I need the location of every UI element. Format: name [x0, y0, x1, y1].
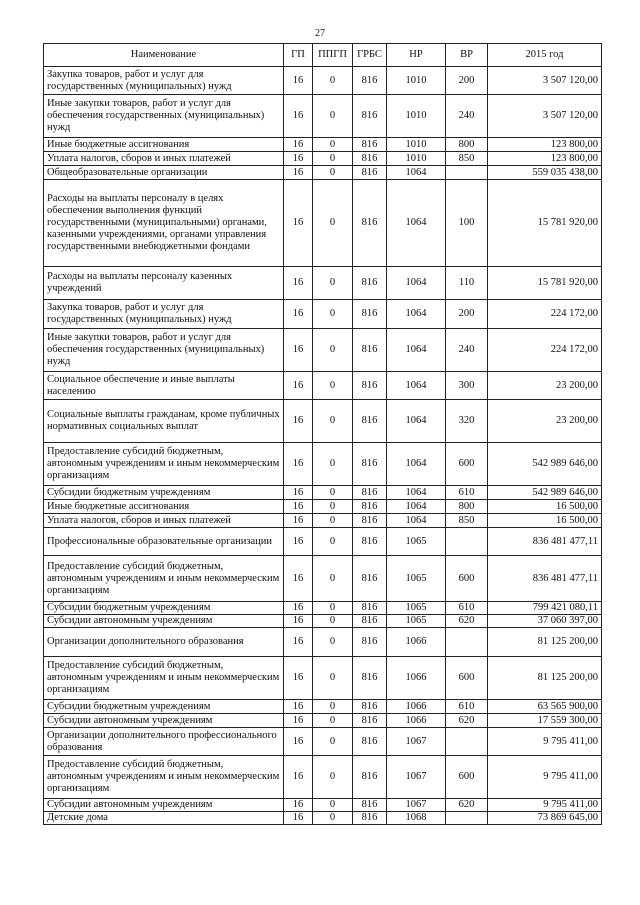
row-nr-cell: 1064 [387, 514, 446, 528]
row-vr-cell: 200 [446, 67, 488, 95]
row-gp-cell: 16 [284, 329, 313, 372]
row-grbs-cell: 816 [353, 714, 387, 728]
row-gp-cell: 16 [284, 628, 313, 657]
row-ppgp-cell: 0 [313, 615, 353, 628]
row-name-cell: Уплата налогов, сборов и иных платежей [44, 514, 284, 528]
row-amount-cell: 559 035 438,00 [488, 166, 602, 180]
row-amount-cell: 81 125 200,00 [488, 657, 602, 700]
row-grbs-cell: 816 [353, 799, 387, 812]
row-nr-cell: 1066 [387, 657, 446, 700]
table-row [44, 138, 602, 152]
row-nr-cell: 1065 [387, 528, 446, 556]
row-vr-cell: 600 [446, 756, 488, 799]
row-ppgp-cell: 0 [313, 514, 353, 528]
row-grbs-cell: 816 [353, 556, 387, 602]
row-vr-cell: 320 [446, 400, 488, 443]
row-amount-cell: 17 559 300,00 [488, 714, 602, 728]
row-name-cell: Иные бюджетные ассигнования [44, 138, 284, 152]
row-nr-cell: 1010 [387, 67, 446, 95]
row-vr-cell [446, 166, 488, 180]
row-grbs-cell: 816 [353, 728, 387, 756]
row-amount-cell: 123 800,00 [488, 138, 602, 152]
table-row [44, 799, 602, 812]
row-gp-cell: 16 [284, 400, 313, 443]
row-grbs-cell: 816 [353, 95, 387, 138]
row-gp-cell: 16 [284, 728, 313, 756]
row-grbs-cell: 816 [353, 267, 387, 300]
row-name-cell: Предоставление субсидий бюджетным, автономным учреждениям и иным некоммерческим организациям [44, 556, 284, 602]
table-row [44, 166, 602, 180]
row-nr-cell: 1064 [387, 180, 446, 267]
row-name-cell: Социальные выплаты гражданам, кроме публичных нормативных социальных выплат [44, 400, 284, 443]
table-row [44, 657, 602, 700]
row-grbs-cell: 816 [353, 166, 387, 180]
row-nr-cell: 1064 [387, 166, 446, 180]
row-nr-cell: 1010 [387, 152, 446, 166]
row-gp-cell: 16 [284, 602, 313, 615]
table-row [44, 443, 602, 486]
row-vr-cell: 620 [446, 615, 488, 628]
table-body [44, 67, 602, 825]
row-amount-cell: 836 481 477,11 [488, 556, 602, 602]
row-grbs-cell: 816 [353, 329, 387, 372]
row-grbs-cell: 816 [353, 486, 387, 500]
row-nr-cell: 1010 [387, 95, 446, 138]
row-nr-cell: 1067 [387, 799, 446, 812]
row-ppgp-cell: 0 [313, 728, 353, 756]
row-grbs-cell: 816 [353, 514, 387, 528]
table-row [44, 329, 602, 372]
row-vr-cell: 850 [446, 152, 488, 166]
table-row [44, 400, 602, 443]
column-header-year: 2015 год [488, 44, 602, 67]
row-nr-cell: 1067 [387, 756, 446, 799]
table-row [44, 615, 602, 628]
table-row [44, 372, 602, 400]
row-vr-cell: 200 [446, 300, 488, 329]
row-ppgp-cell: 0 [313, 267, 353, 300]
row-amount-cell: 836 481 477,11 [488, 528, 602, 556]
row-amount-cell: 3 507 120,00 [488, 67, 602, 95]
row-nr-cell: 1064 [387, 329, 446, 372]
row-ppgp-cell: 0 [313, 756, 353, 799]
row-gp-cell: 16 [284, 443, 313, 486]
column-header-grbs: ГРБС [353, 44, 387, 67]
row-amount-cell: 37 060 397,00 [488, 615, 602, 628]
row-grbs-cell: 816 [353, 500, 387, 514]
row-name-cell: Субсидии автономным учреждениям [44, 714, 284, 728]
row-nr-cell: 1065 [387, 556, 446, 602]
row-gp-cell: 16 [284, 300, 313, 329]
row-nr-cell: 1064 [387, 400, 446, 443]
row-gp-cell: 16 [284, 812, 313, 825]
row-vr-cell [446, 812, 488, 825]
row-amount-cell: 16 500,00 [488, 500, 602, 514]
row-nr-cell: 1067 [387, 728, 446, 756]
table-row [44, 486, 602, 500]
row-amount-cell: 542 989 646,00 [488, 486, 602, 500]
row-amount-cell: 799 421 080,11 [488, 602, 602, 615]
row-name-cell: Предоставление субсидий бюджетным, автономным учреждениям и иным некоммерческим организациям [44, 756, 284, 799]
row-vr-cell: 850 [446, 514, 488, 528]
row-ppgp-cell: 0 [313, 500, 353, 514]
table-header-row [44, 44, 602, 67]
row-ppgp-cell: 0 [313, 180, 353, 267]
row-ppgp-cell: 0 [313, 657, 353, 700]
row-nr-cell: 1010 [387, 138, 446, 152]
row-vr-cell [446, 728, 488, 756]
column-header-nr: НР [387, 44, 446, 67]
row-name-cell: Расходы на выплаты персоналу в целях обеспечения выполнения функций государственными (муниципальными) органами, казенными учреждениями, органами управления государственными внебюджетными фондами [44, 180, 284, 267]
row-grbs-cell: 816 [353, 138, 387, 152]
row-name-cell: Общеобразовательные организации [44, 166, 284, 180]
row-ppgp-cell: 0 [313, 443, 353, 486]
row-vr-cell: 240 [446, 95, 488, 138]
row-gp-cell: 16 [284, 528, 313, 556]
row-vr-cell: 100 [446, 180, 488, 267]
table-row [44, 514, 602, 528]
table-row [44, 267, 602, 300]
row-name-cell: Расходы на выплаты персоналу казенных учреждений [44, 267, 284, 300]
row-name-cell: Закупка товаров, работ и услуг для государственных (муниципальных) нужд [44, 300, 284, 329]
table-row [44, 728, 602, 756]
table-row [44, 528, 602, 556]
row-vr-cell: 620 [446, 714, 488, 728]
row-ppgp-cell: 0 [313, 628, 353, 657]
row-nr-cell: 1064 [387, 300, 446, 329]
row-amount-cell: 542 989 646,00 [488, 443, 602, 486]
row-gp-cell: 16 [284, 657, 313, 700]
budget-table [43, 43, 602, 825]
row-grbs-cell: 816 [353, 657, 387, 700]
row-grbs-cell: 816 [353, 528, 387, 556]
row-amount-cell: 15 781 920,00 [488, 180, 602, 267]
row-nr-cell: 1066 [387, 628, 446, 657]
row-nr-cell: 1065 [387, 602, 446, 615]
row-grbs-cell: 816 [353, 400, 387, 443]
table-row [44, 300, 602, 329]
row-name-cell: Профессиональные образовательные организации [44, 528, 284, 556]
row-gp-cell: 16 [284, 152, 313, 166]
row-vr-cell: 600 [446, 443, 488, 486]
row-gp-cell: 16 [284, 166, 313, 180]
row-name-cell: Субсидии бюджетным учреждениям [44, 700, 284, 714]
row-ppgp-cell: 0 [313, 300, 353, 329]
row-vr-cell: 610 [446, 486, 488, 500]
row-grbs-cell: 816 [353, 67, 387, 95]
row-grbs-cell: 816 [353, 300, 387, 329]
row-vr-cell: 300 [446, 372, 488, 400]
row-name-cell: Организации дополнительного образования [44, 628, 284, 657]
row-grbs-cell: 816 [353, 443, 387, 486]
table-row [44, 152, 602, 166]
row-amount-cell: 224 172,00 [488, 300, 602, 329]
row-amount-cell: 9 795 411,00 [488, 799, 602, 812]
row-gp-cell: 16 [284, 700, 313, 714]
table-row [44, 67, 602, 95]
row-ppgp-cell: 0 [313, 166, 353, 180]
row-grbs-cell: 816 [353, 628, 387, 657]
row-vr-cell: 600 [446, 556, 488, 602]
row-amount-cell: 23 200,00 [488, 372, 602, 400]
row-ppgp-cell: 0 [313, 329, 353, 372]
row-vr-cell [446, 528, 488, 556]
row-amount-cell: 3 507 120,00 [488, 95, 602, 138]
table-row [44, 628, 602, 657]
row-gp-cell: 16 [284, 714, 313, 728]
row-gp-cell: 16 [284, 799, 313, 812]
row-grbs-cell: 816 [353, 180, 387, 267]
row-nr-cell: 1064 [387, 443, 446, 486]
row-gp-cell: 16 [284, 67, 313, 95]
row-ppgp-cell: 0 [313, 400, 353, 443]
row-grbs-cell: 816 [353, 602, 387, 615]
row-vr-cell: 600 [446, 657, 488, 700]
row-amount-cell: 9 795 411,00 [488, 728, 602, 756]
row-name-cell: Субсидии бюджетным учреждениям [44, 602, 284, 615]
row-amount-cell: 123 800,00 [488, 152, 602, 166]
column-header-ppgp: ППГП [313, 44, 353, 67]
row-amount-cell: 9 795 411,00 [488, 756, 602, 799]
row-ppgp-cell: 0 [313, 556, 353, 602]
page-number: 27 [315, 28, 325, 39]
table-row [44, 602, 602, 615]
row-amount-cell: 23 200,00 [488, 400, 602, 443]
row-nr-cell: 1064 [387, 486, 446, 500]
row-ppgp-cell: 0 [313, 372, 353, 400]
row-ppgp-cell: 0 [313, 799, 353, 812]
table-row [44, 714, 602, 728]
table-row [44, 180, 602, 267]
row-name-cell: Субсидии автономным учреждениям [44, 799, 284, 812]
row-ppgp-cell: 0 [313, 486, 353, 500]
row-nr-cell: 1065 [387, 615, 446, 628]
row-name-cell: Социальное обеспечение и иные выплаты населению [44, 372, 284, 400]
row-amount-cell: 73 869 645,00 [488, 812, 602, 825]
row-gp-cell: 16 [284, 95, 313, 138]
row-amount-cell: 81 125 200,00 [488, 628, 602, 657]
row-gp-cell: 16 [284, 556, 313, 602]
row-ppgp-cell: 0 [313, 528, 353, 556]
row-vr-cell: 610 [446, 602, 488, 615]
row-nr-cell: 1068 [387, 812, 446, 825]
row-vr-cell: 800 [446, 500, 488, 514]
row-grbs-cell: 816 [353, 756, 387, 799]
row-ppgp-cell: 0 [313, 602, 353, 615]
column-header-gp: ГП [284, 44, 313, 67]
row-nr-cell: 1064 [387, 372, 446, 400]
row-vr-cell: 620 [446, 799, 488, 812]
row-vr-cell: 610 [446, 700, 488, 714]
row-gp-cell: 16 [284, 756, 313, 799]
row-ppgp-cell: 0 [313, 152, 353, 166]
row-vr-cell: 240 [446, 329, 488, 372]
column-header-vr: ВР [446, 44, 488, 67]
row-name-cell: Организации дополнительного профессионального образования [44, 728, 284, 756]
row-ppgp-cell: 0 [313, 95, 353, 138]
row-grbs-cell: 816 [353, 700, 387, 714]
row-ppgp-cell: 0 [313, 700, 353, 714]
row-gp-cell: 16 [284, 267, 313, 300]
row-gp-cell: 16 [284, 486, 313, 500]
row-name-cell: Детские дома [44, 812, 284, 825]
row-grbs-cell: 816 [353, 372, 387, 400]
row-ppgp-cell: 0 [313, 138, 353, 152]
row-name-cell: Предоставление субсидий бюджетным, автономным учреждениям и иным некоммерческим организациям [44, 443, 284, 486]
row-gp-cell: 16 [284, 615, 313, 628]
table-row [44, 756, 602, 799]
row-nr-cell: 1066 [387, 700, 446, 714]
table-row [44, 812, 602, 825]
row-grbs-cell: 816 [353, 812, 387, 825]
row-gp-cell: 16 [284, 180, 313, 267]
row-nr-cell: 1066 [387, 714, 446, 728]
row-nr-cell: 1064 [387, 500, 446, 514]
row-vr-cell: 800 [446, 138, 488, 152]
row-name-cell: Закупка товаров, работ и услуг для государственных (муниципальных) нужд [44, 67, 284, 95]
row-name-cell: Субсидии бюджетным учреждениям [44, 486, 284, 500]
row-gp-cell: 16 [284, 138, 313, 152]
row-name-cell: Уплата налогов, сборов и иных платежей [44, 152, 284, 166]
table-row [44, 500, 602, 514]
row-gp-cell: 16 [284, 372, 313, 400]
row-gp-cell: 16 [284, 500, 313, 514]
row-name-cell: Иные закупки товаров, работ и услуг для обеспечения государственных (муниципальных) нужд [44, 329, 284, 372]
row-grbs-cell: 816 [353, 152, 387, 166]
row-ppgp-cell: 0 [313, 714, 353, 728]
row-name-cell: Иные бюджетные ассигнования [44, 500, 284, 514]
table-row [44, 556, 602, 602]
row-gp-cell: 16 [284, 514, 313, 528]
row-amount-cell: 63 565 900,00 [488, 700, 602, 714]
row-vr-cell [446, 628, 488, 657]
row-amount-cell: 16 500,00 [488, 514, 602, 528]
row-grbs-cell: 816 [353, 615, 387, 628]
row-vr-cell: 110 [446, 267, 488, 300]
row-name-cell: Субсидии автономным учреждениям [44, 615, 284, 628]
row-ppgp-cell: 0 [313, 812, 353, 825]
row-name-cell: Иные закупки товаров, работ и услуг для обеспечения государственных (муниципальных) нужд [44, 95, 284, 138]
row-nr-cell: 1064 [387, 267, 446, 300]
column-header-name: Наименование [44, 44, 284, 67]
row-ppgp-cell: 0 [313, 67, 353, 95]
table-row [44, 700, 602, 714]
row-amount-cell: 15 781 920,00 [488, 267, 602, 300]
row-amount-cell: 224 172,00 [488, 329, 602, 372]
row-name-cell: Предоставление субсидий бюджетным, автономным учреждениям и иным некоммерческим организациям [44, 657, 284, 700]
table-row [44, 95, 602, 138]
